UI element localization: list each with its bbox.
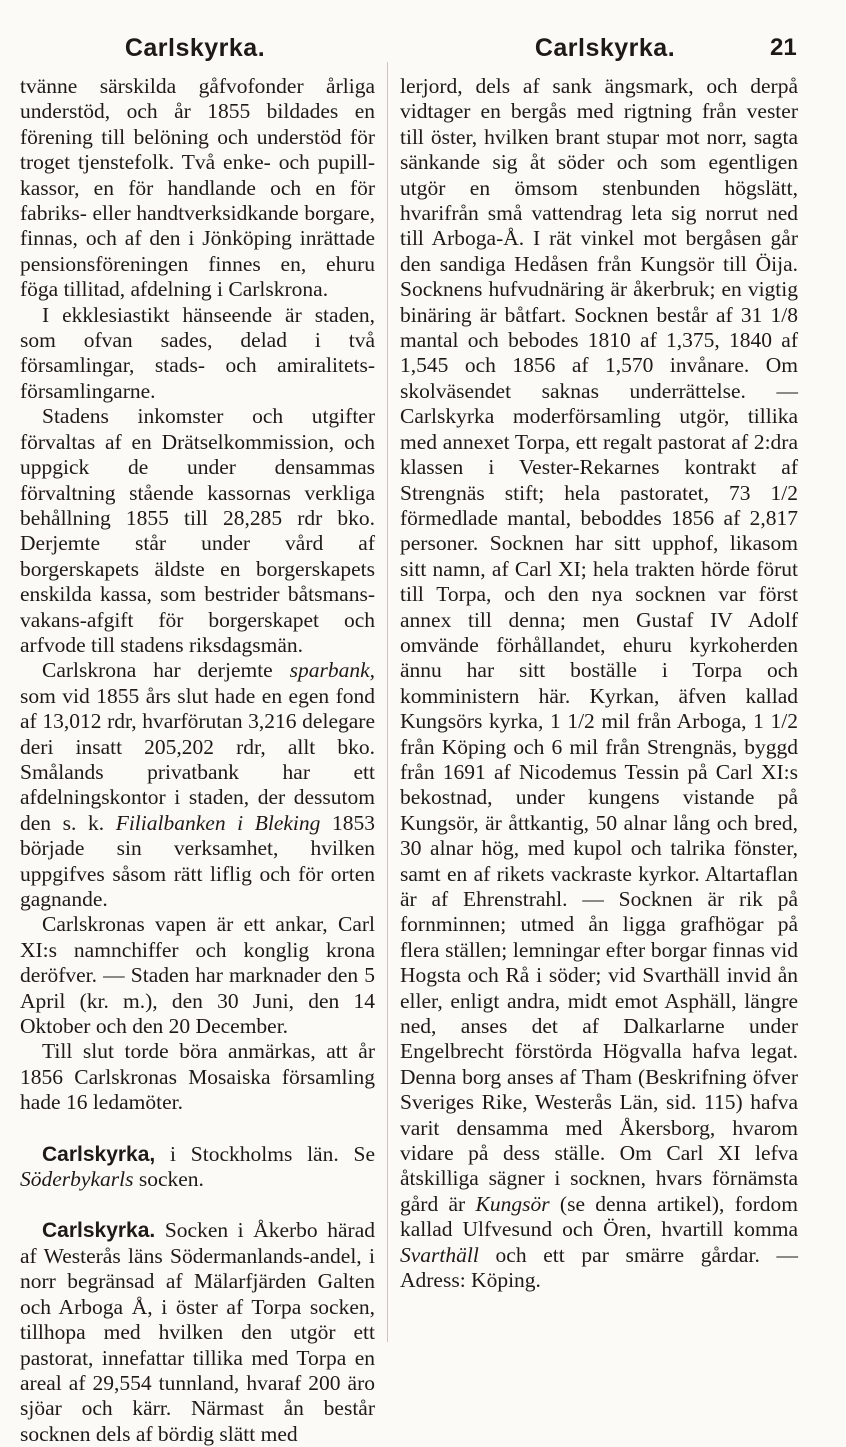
fraction: 1/2 [770,480,798,505]
paragraph: Stadens inkomster och utgifter förvaltas af en Drätselkommission, och uppgick de under densammas förvaltning stående kassornas verkliga behållning 1855 till 28,285 rdr bko. Derjemte står under vård af borgerskapets äldste en borgerskapets enskilda kassa, som bestrider båtsmans-vakans-afgift för borgerskapet och arfvode till stadens riksdagsmän. [20,404,375,657]
paragraph: Carlskronas vapen är ett ankar, Carl XI:s namnchiffer och konglig krona deröfver. — Staden har marknader den 5 April (kr. m.), den 30 Juni, den 14 Oktober och den 20 December. [20,912,375,1039]
text-run: mil från Arboga, 1 [594,709,771,734]
cross-reference: Söderbykarls [20,1167,134,1192]
text-run: som vid 1855 års slut hade en egen fond af 13,012 rdr, hvarförutan 3,216 delegare deri insatt 205,202 rdr, allt bko. Smålands privatbank har ett afdelningskontor i staden, der dessutom den s. k. [20,683,375,835]
text-run: Carlskrona har derjemte [42,658,290,683]
left-running-title: Carlskyrka. [124,34,266,62]
paragraph: tvänne särskilda gåfvofonder årligа understöd, och år 1855 bildades en förening till belöning och understöd för troget tjenstefolk. Två enke- och pupill-kassor, en för handlande och en för fabriks- eller handtverksidkande borgare, finnas, och af den i Jönköping inrättade pensionsföreningen finnes en, ehuru föga tillitad, afdelning i Carlskrona. [20,74,375,302]
paragraph [400,74,798,1294]
cross-reference: Svarthäll [400,1242,479,1267]
paragraph [20,658,375,912]
right-column [400,74,798,1294]
entry-headword: Carlskyrka, [42,1142,156,1166]
text-run: och ett par smärre gårdar. — Adress: Köping. [400,1242,798,1293]
right-running-title: Carlskyrka. [534,34,676,62]
entry-carlskyrka-akerbo [20,1218,375,1447]
text-run: i Stockholms län. Se [155,1141,375,1166]
entry-carlskyrka-stockholm [20,1142,375,1193]
fraction: 1/8 [770,302,798,327]
page-number: 21 [770,34,797,61]
text-run: Socken i Åkerbo härad af Westerås läns Södermanlands-andel, i norr begränsad af Mälarfjärden Galten och Arboga Å, i öster af Torpa socken, tillhopa med hvilken den utgör ett pastorat, innefattar tillika med Torpa en areal af 29,554 tunnland, hvaraf 200 äro sjöar och kärr. Närmast ån består socknen dels af bördig slätt med [20,1218,375,1446]
entry-headword: Carlskyrka. [42,1219,156,1243]
text-run: från Köping och 6 mil från Strengnäs, byggd från 1691 af Nicodemus Tessin på Carl XI:s bekostnad, under kungens vistande på Kungsör, är åttkantig, 50 alnar lång och bred, 30 alnar hög, med kupol och talrika fönster, samt en af rikets vackraste kyrkor. Altartaflan är af Ehrenstrahl. — Socknen är rik på fornminnen; utmed ån ligga grafhögar på flera ställen; lemningar efter borgar finnas vid Hogsta och Rå i söder; vid Svarthäll invid ån eller, enligt andra, midt emot Asphäll, längre ned, anses det af Dalkarlarne under Engelbrecht förstörda Högvalla hafva legat. Denna borg anses af Tham (Beskrifning öfver Sveriges Rike, Westerås Län, sid. 115) hafva varit densamma med Åkersborg, hvarom vidare på dess ställe. Om Carl XI lefva åtskilliga sägner i socknen, hvars förnämsta gård är [400,734,798,1216]
italic-term: sparbank, [289,658,375,683]
paragraph: Till slut torde böra anmärkas, att år 1856 Carlskronas Mosaiska församling hade 16 ledamöter. [20,1039,375,1115]
text-run: (se denna artikel), fordom kallad Ulfvesund och Ören, hvartill komma [400,1191,798,1242]
text-run: lerjord, dels af sank ängsmark, och derpå vidtager en bergås med rigtning från vester till öster, hvilken brant stupar mot norr, sagta sänkande sig åt söder och som egentligen utgör en ömsom stenbunden högslätt, hvarifrån små vattendrag leta sig norrut ned till Arboga-Å. I rät vinkel mot bergåsen går den sandiga Hedåsen från Kungsör till Öija. Socknens hufvudnäring är åkerbruk; en vigtig binäring är båtfart. Socknen består af 31 [400,74,798,327]
paragraph: I ekklesiastikt hänseende är staden, som ofvan sades, delad i två församlingar, stads- och amiralitets-församlingarne. [20,302,375,403]
text-run: förmedlade mantal, beboddes 1856 af 2,817 personer. Socknen har sitt upphof, likasom sitt namn, af Carl XI; hela trakten hörde förut till Torpa, och den nya socknen var först annex till denna; men Gustaf IV Adolf omvände förhållandet, ehuru kyrkoherden ännu har sitt boställe i Torpa och komministern här. Kyrkan, äfven kallad Kungsörs kyrka, 1 [400,505,798,734]
fraction: 1/2 [770,709,798,734]
italic-term: Filialbanken i Bleking [115,810,321,835]
column-divider [387,62,388,1342]
text-run: socken. [133,1167,204,1192]
fraction: 1/2 [567,709,595,734]
text-run: mantal och bebodes 1810 af 1,375, 1840 af 1,545 och 1856 af 1,570 invånare. Om skolväsendet saknas underrättelse. — Carlskyrka moderförsamling utgör, tillika med annexet Torpa, ett regalt pastorat af 2:dra klassen i Vester-Rekarnes kontrakt af Strengnäs stift; hela pastoratet, 73 [400,328,798,505]
cross-reference: Kungsör [475,1191,550,1216]
text-run: 1853 började sin verksamhet, hvilken uppgifves såsom rätt liflig och för orten gagnande. [20,810,375,911]
left-column [20,74,375,1447]
